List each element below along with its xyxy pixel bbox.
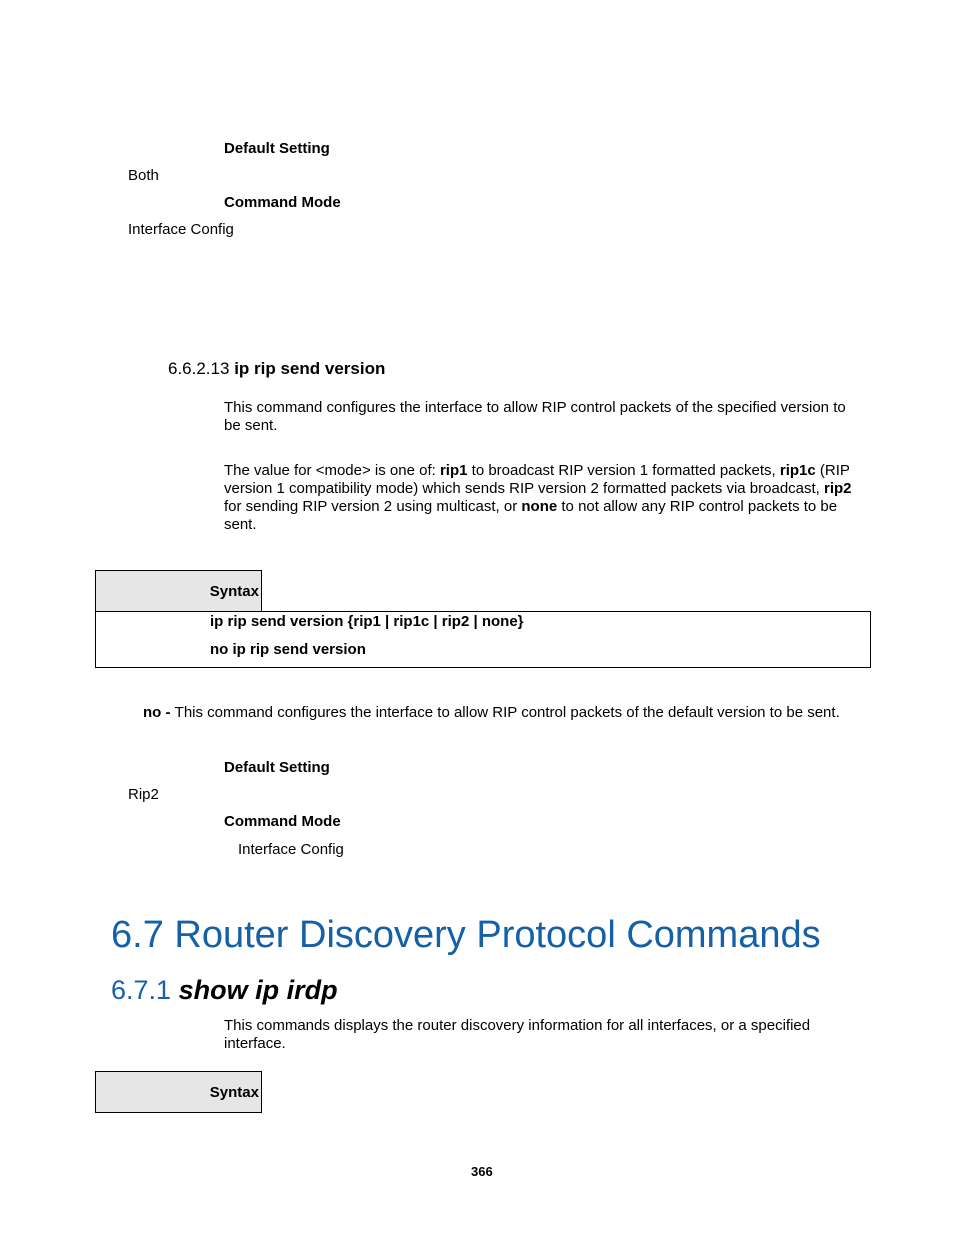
- mode-none: none: [521, 498, 558, 515]
- command-mode-value: Interface Config: [238, 841, 344, 858]
- section-title: ip rip send version: [234, 359, 386, 378]
- mode-text: to broadcast RIP version 1 formatted packets,: [467, 462, 780, 479]
- default-setting-label: Default Setting: [224, 759, 330, 776]
- page-number: 366: [471, 1164, 493, 1179]
- mode-text: (RIP version 1 compatibility mode) which sends RIP version 2 formatted packets via broadcast,: [224, 462, 850, 497]
- default-setting-label: Default Setting: [224, 140, 330, 157]
- mode-text: The value for <mode> is one of:: [224, 462, 440, 479]
- mode-values-paragraph: [224, 462, 864, 534]
- mode-rip1c: rip1c: [779, 462, 816, 479]
- mode-rip2: rip2: [824, 480, 852, 497]
- default-setting-value: Both: [128, 167, 159, 184]
- command-mode-label: Command Mode: [224, 194, 341, 211]
- section-number: 6.6.2.13: [168, 359, 230, 378]
- syntax-header: [95, 570, 262, 612]
- subsection-number: 6.7.1: [111, 975, 179, 1005]
- syntax-label: Syntax: [209, 1084, 259, 1101]
- mode-rip1: rip1: [439, 462, 468, 479]
- syntax-line: no ip rip send version: [210, 641, 366, 658]
- mode-text: to not allow any RIP control packets to be sent.: [224, 498, 838, 533]
- no-desc: This command configures the interface to allow RIP control packets of the default version to be sent.: [174, 704, 840, 721]
- syntax-box: [95, 611, 871, 668]
- default-setting-value: Rip2: [128, 786, 159, 803]
- syntax-label: Syntax: [209, 583, 259, 600]
- subsection-title: show ip irdp: [178, 975, 338, 1005]
- section-description: This command configures the interface to allow RIP control packets of the specified version to be sent.: [224, 399, 846, 434]
- no-form-description: [143, 704, 840, 721]
- syntax-line: ip rip send version {rip1 | rip1c | rip2 | none}: [210, 613, 524, 630]
- command-mode-value: Interface Config: [128, 221, 234, 238]
- command-mode-label: Command Mode: [224, 813, 341, 830]
- section-heading: [168, 359, 385, 379]
- mode-text: for sending RIP version 2 using multicast, or: [224, 498, 522, 515]
- syntax-header: [95, 1071, 262, 1113]
- subsection-heading: [111, 972, 338, 1008]
- chapter-heading: 6.7 Router Discovery Protocol Commands: [111, 914, 821, 956]
- no-label: no -: [143, 704, 175, 721]
- subsection-description: This commands displays the router discovery information for all interfaces, or a specified interface.: [224, 1017, 811, 1052]
